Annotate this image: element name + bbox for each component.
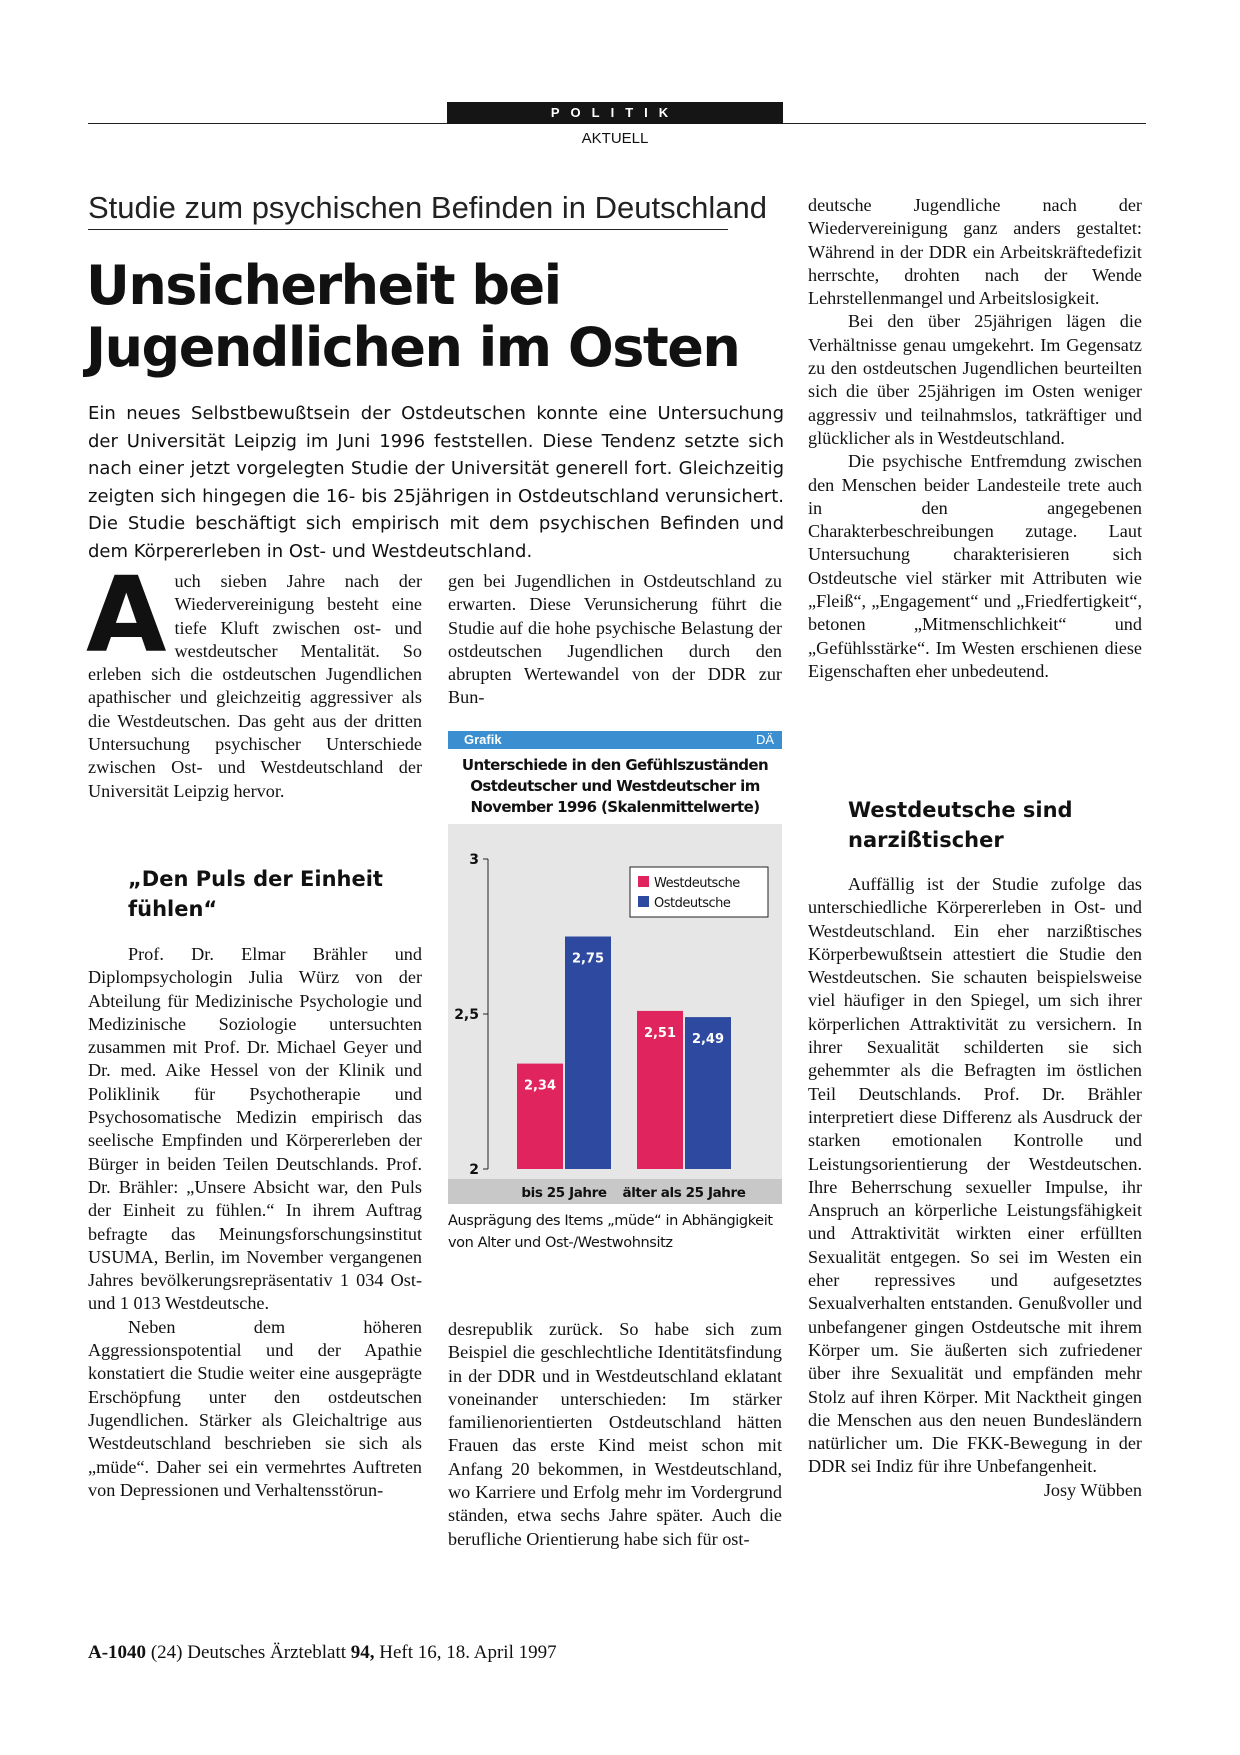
bar-chart (448, 824, 782, 1204)
data-label: 2,51 (643, 1025, 677, 1041)
subsection-label: AKTUELL (581, 130, 649, 147)
data-label: 2,75 (571, 951, 605, 967)
bar (565, 937, 611, 1170)
figure-caption: Ausprägung des Items „müde“ in Abhängigkeit von Alter und Ost-/Westwohnsitz (448, 1213, 773, 1251)
author-name: Josy Wübben (1043, 1479, 1142, 1500)
legend-label: Westdeutsche (654, 876, 740, 891)
y-tick-label: 2 (469, 1162, 479, 1178)
legend-swatch (638, 876, 649, 887)
article-lead: Ein neues Selbstbewußtsein der Ostdeutschen konnte eine Untersuchung der Universität Leipzig im Juni 1996 feststellen. Diese Tendenz setzte sich nach einer jetzt vorgelegten Studie der Universität generell fort. Gleichzeitig zeigten sich hingegen die 16- bis 25jährigen in Ostdeutschland verunsichert. Die Studie beschäftigt sich empirisch mit dem psychischen Befinden und dem Körpererleben in Ost- und Westdeutschland. (88, 403, 784, 562)
column-2-continued (448, 1318, 782, 1551)
paragraph-entfremdung: Die psychische Entfremdung zwischen den Menschen beider Landesteile trete auch in den angegebenen Charakterbeschreibungen zutage. Laut Untersuchung charakterisieren sich Ostdeutsche viel stärker mit Attributen wie „Fleiß“, „Engagement“ und „Friedfertigkeit“, betonen „Mitmenschlichkeit“ und „Gefühlsstärke“. Im Westen erschienen diese Eigenschaften eher unbedeutend. (808, 451, 1142, 681)
paragraph-intro-text: uch sieben Jahre nach der Wiedervereinigung besteht eine tiefe Kluft zwischen ost- und westdeutscher Mentalität. So erleben sich die ostdeutschen Jugendlichen apathischer und gleichzeitig aggressiver als die Westdeutschen. Das geht aus der dritten Untersuchung psychischer Unterschiede zwischen Ost- und Westdeutschland der Universität Leipzig hervor. (88, 571, 422, 801)
page-code: A-1040 (88, 1642, 147, 1663)
paragraph-verunsicherung: gen bei Jugendlichen in Ostdeutschland zu erwarten. Diese Verunsicherung führt die Studie auf die hohe psychische Belastung der ostdeutschen Jugendlichen durch den abrupten Wertewandel von der DDR zur Bun- (448, 571, 782, 708)
paragraph-erschoepfung: Neben dem höheren Aggressionspotential und der Apathie konstatiert die Studie weiter eine ausgeprägte Erschöpfung unter den ostdeutschen Jugendlichen. Stärker als Gleichaltrige aus Westdeutschland beschrieben sie sich als „müde“. Daher sei ein vermehrtes Auftreten von Depressionen und Verhaltensstörun- (88, 1316, 422, 1500)
column-3-continued (808, 873, 1142, 1502)
subheading-narzissmus: Westdeutsche sind narzißtischer (848, 798, 1073, 852)
paragraph-ueber25: Bei den über 25jährigen lägen die Verhältnisse genau umgekehrt. Im Gegensatz zu den ostdeutschen Jugendlichen beurteilten sich die über 25jährigen im Osten weniger aggressiv und teilnahmslos, tatkräftiger und glücklicher als in Westdeutschland. (808, 311, 1142, 448)
figure-source: DÄ (755, 732, 774, 747)
data-label: 2,49 (691, 1032, 725, 1048)
article-headline: Unsicherheit bei Jugendlichen im Osten (86, 254, 740, 379)
section-label: POLITIK (447, 102, 783, 124)
figure-header (448, 731, 782, 749)
legend-label: Ostdeutsche (654, 896, 731, 911)
column-1-continued (88, 943, 422, 1502)
column-2 (448, 570, 782, 710)
data-label: 2,34 (523, 1078, 557, 1094)
article-kicker: Studie zum psychischen Befinden in Deutschland (88, 190, 728, 230)
footer-publication: (24) Deutsches Ärzteblatt (150, 1642, 347, 1663)
figure-label: Grafik (464, 732, 502, 747)
footer-issue: Heft 16, 18. April 1997 (379, 1642, 557, 1663)
paragraph-koerpererleben (808, 873, 1142, 1500)
page-footer (88, 1642, 557, 1664)
subheading-puls: „Den Puls der Einheit fühlen“ (128, 867, 383, 921)
drop-cap: A (86, 554, 167, 676)
y-tick-label: 2,5 (454, 1007, 479, 1023)
paragraph-koerpererleben-text: Auffällig ist der Studie zufolge das unterschiedliche Körpererleben in Ost- und Westdeutschland. Ein eher narzißtisches Körperbewußtsein attestiert die Studie den Westdeutschen. Sie schauten beispielsweise viel häufiger in den Spiegel, um sich ihrer körperlichen Attraktivität zu versichern. In ihrer Sexualität schilderten sie sich gehemmter als die Befragten im östlichen Teil Deutschlands. Prof. Dr. Brähler interpretiert diese Differenz als Ausdruck der starken emotionalen Kontrolle und Leistungsorientierung der Westdeutschen. Ihre Beherrschung sexueller Impulse, ihr Anspruch an körperliche Leistungsfähigkeit und Attraktivität wirkten einer erfüllten Sexualität entgegen. So sei im Westen ein eher repressives und aufgesetztes Sexualverhalten entstanden. Genußvoller und unbefangener gingen Ostdeutsche mit ihrem Körper um. Sie äußerten sich zufriedener über ihre Sexualität und empfänden mehr Stolz auf ihren Körper. Mit Nacktheit gingen die Menschen aus den neuen Bundesländern natürlicher um. Die FKK-Bewegung in der DDR sei Indiz für ihre Unbefangenheit. (808, 874, 1142, 1477)
column-3 (808, 194, 1142, 683)
paragraph-arbeit: deutsche Jugendliche nach der Wiedervereinigung ganz anders gestaltet: Während in der DDR ein Arbeitskräftedefizit herrschte, drohten nach der Wende Lehrstellenmangel und Arbeitslosigkeit. (808, 195, 1142, 309)
chart-title: Unterschiede in den Gefühlszuständen Ostdeutscher und Westdeutscher im November 1996 (Skalenmittelwerte) (461, 756, 769, 816)
column-1 (86, 554, 422, 803)
legend-swatch (638, 896, 649, 907)
x-category-label: bis 25 Jahre (521, 1185, 607, 1201)
paragraph-identitaet: desrepublik zurück. So habe sich zum Beispiel die geschlechtliche Identitätsfindung in der DDR und in Westdeutschland eklatant voneinander unterschieden: Im stärker familienorientierten Ostdeutschland hätten Frauen das erste Kind meist schon mit Anfang 20 bekommen, in Westdeutschland, wo Karriere und Erfolg mehr im Vordergrund ständen, etwa sechs Jahre später. Auch die berufliche Orientierung habe sich für ost- (448, 1319, 782, 1549)
x-category-label: älter als 25 Jahre (622, 1185, 746, 1201)
paragraph-methods: Prof. Dr. Elmar Brähler und Diplompsychologin Julia Würz von der Abteilung für Medizinische Psychologie und Medizinische Soziologie untersuchten zusammen mit Prof. Dr. Michael Geyer und Dr. med. Aike Hessel von der Klinik und Poliklinik für Psychotherapie und Psychosomatische Medizin empirisch das seelische Empfinden und Körpererleben der Bürger in beiden Teilen Deutschlands. Prof. Dr. Brähler: „Unsere Absicht war, den Puls der Einheit zu fühlen.“ In ihrem Auftrag befragte das Meinungsforschungsinstitut USUMA, Berlin, im November vergangenen Jahres bevölkerungsrepräsentativ 1 034 Ost- und 1 013 Westdeutsche. (88, 944, 422, 1314)
footer-volume: 94, (350, 1642, 375, 1663)
y-tick-label: 3 (469, 852, 479, 868)
figure-chart (448, 731, 782, 1254)
paragraph-intro (86, 554, 422, 803)
